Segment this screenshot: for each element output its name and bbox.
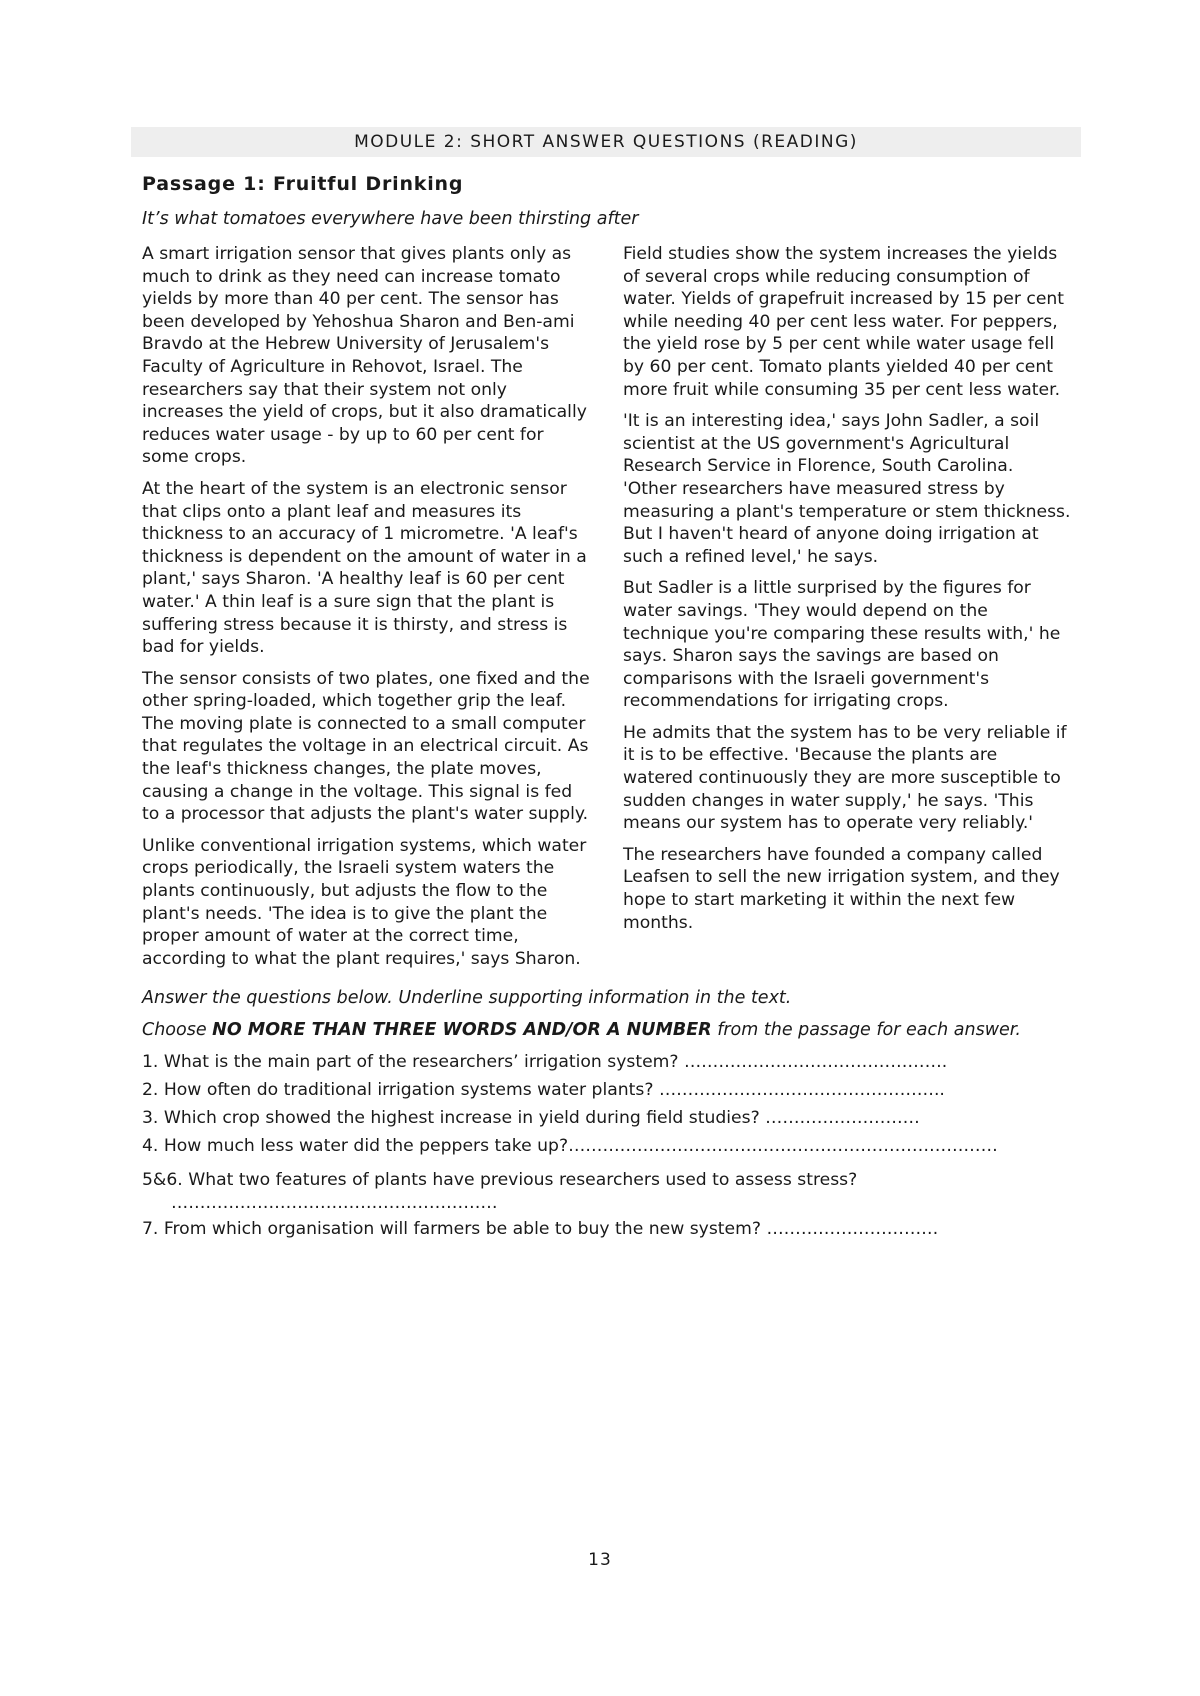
right-column <box>623 243 1071 979</box>
module-title: MODULE 2: SHORT ANSWER QUESTIONS (READING) <box>131 127 1081 157</box>
document-page <box>131 127 1081 1246</box>
instructions <box>142 987 1071 1041</box>
paragraph: The sensor consists of two plates, one fixed and the other spring-loaded, which together grip the leaf. The moving plate is connected to a small computer that regulates the voltage in an electrical circuit. As the leaf's thickness changes, the plate moves, causing a change in the voltage. This signal is fed to a processor that adjusts the plant's water supply. <box>142 668 590 825</box>
passage-columns <box>142 243 1071 979</box>
question-4 <box>142 1135 1081 1157</box>
question-3 <box>142 1107 1081 1129</box>
question-text: 7. From which organisation will farmers be able to buy the new system? <box>142 1218 767 1239</box>
question-text: 1. What is the main part of the researchers’ irrigation system? <box>142 1051 684 1072</box>
paragraph: The researchers have founded a company called Leafsen to sell the new irrigation system, and they hope to start marketing it within the next few months. <box>623 844 1060 933</box>
answer-blank[interactable]: ……………………… <box>765 1107 920 1128</box>
instruction-line: Answer the questions below. Underline supporting information in the text. <box>142 988 792 1009</box>
paragraph: 'It is an interesting idea,' says John Sadler, a soil scientist at the US government's Agricultural Research Service in Florence, South Carolina. 'Other researchers have measured stress by measuring a plant's temperature or stem thickness. But I haven't heard of anyone doing irrigation at such a refined level,' he says. <box>623 411 1071 567</box>
question-7 <box>142 1218 1081 1240</box>
question-5-6 <box>142 1169 1081 1191</box>
paragraph: At the heart of the system is an electronic sensor that clips onto a plant leaf and measures its thickness to an accuracy of 1 micrometre. 'A leaf's thickness is dependent on the amount of water in a plant,' says Sharon. 'A healthy leaf is 60 per cent water.' A thin leaf is a sure sign that the plant is suffering stress because it is thirsty, and stress is bad for yields. <box>142 478 587 658</box>
instruction-post: from the passage for each answer. <box>711 1020 1021 1040</box>
paragraph: He admits that the system has to be very reliable if it is to be effective. 'Because the plants are watered continuously they are more susceptible to sudden changes in water supply,' he says. 'This means our system has to operate very reliably.' <box>623 722 1067 834</box>
page-number: 13 <box>588 1550 612 1570</box>
answer-blank[interactable]: ………………………………………. <box>683 1051 948 1072</box>
question-5-6-blank <box>171 1192 1081 1214</box>
paragraph: But Sadler is a little surprised by the figures for water savings. 'They would depend on the technique you're comparing these results with,' he says. Sharon says the savings are based on comparisons with the Israeli government's recommendations for irrigating crops. <box>623 578 1061 712</box>
question-text: 4. How much less water did the peppers take up? <box>142 1135 569 1156</box>
answer-blank[interactable]: ………………………………………….. <box>658 1079 945 1100</box>
question-text: 3. Which crop showed the highest increase in yield during field studies? <box>142 1107 766 1128</box>
answer-blank[interactable]: ………………………………………………………………… <box>568 1135 998 1156</box>
word-limit: NO MORE THAN THREE WORDS AND/OR A NUMBER <box>212 1020 712 1040</box>
answer-blank[interactable]: ………………………………………………… <box>171 1192 498 1213</box>
passage-title: Passage 1: Fruitful Drinking <box>142 173 464 195</box>
question-1 <box>142 1051 1081 1073</box>
left-column <box>142 243 590 979</box>
question-text: 5&6. What two features of plants have previous researchers used to assess stress? <box>142 1169 858 1190</box>
answer-blank[interactable]: ………………………… <box>766 1218 939 1239</box>
question-text: 2. How often do traditional irrigation systems water plants? <box>142 1079 659 1100</box>
question-2 <box>142 1079 1081 1101</box>
passage-subtitle: It’s what tomatoes everywhere have been thirsting after <box>142 209 639 229</box>
paragraph: A smart irrigation sensor that gives plants only as much to drink as they need can increase tomato yields by more than 40 per cent. The sensor has been developed by Yehoshua Sharon and Ben-ami Bravdo at the Hebrew University of Jerusalem's Faculty of Agriculture in Rehovot, Israel. The researchers say that their system not only increases the yield of crops, but it also dramatically reduces water usage - by up to 60 per cent for some crops. <box>142 244 587 468</box>
instruction-pre: Choose <box>142 1020 213 1040</box>
instruction-choose <box>142 1019 1071 1042</box>
paragraph: Unlike conventional irrigation systems, which water crops periodically, the Israeli system waters the plants continuously, but adjusts the flow to the plant's needs. 'The idea is to give the plant the proper amount of water at the correct time, according to what the plant requires,' says Sharon. <box>142 835 587 969</box>
paragraph: Field studies show the system increases the yields of several crops while reducing consumption of water. Yields of grapefruit increased by 15 per cent while needing 40 per cent less water. For peppers, the yield rose by 5 per cent while water usage fell by 60 per cent. Tomato plants yielded 40 per cent more fruit while consuming 35 per cent less water. <box>623 244 1065 400</box>
